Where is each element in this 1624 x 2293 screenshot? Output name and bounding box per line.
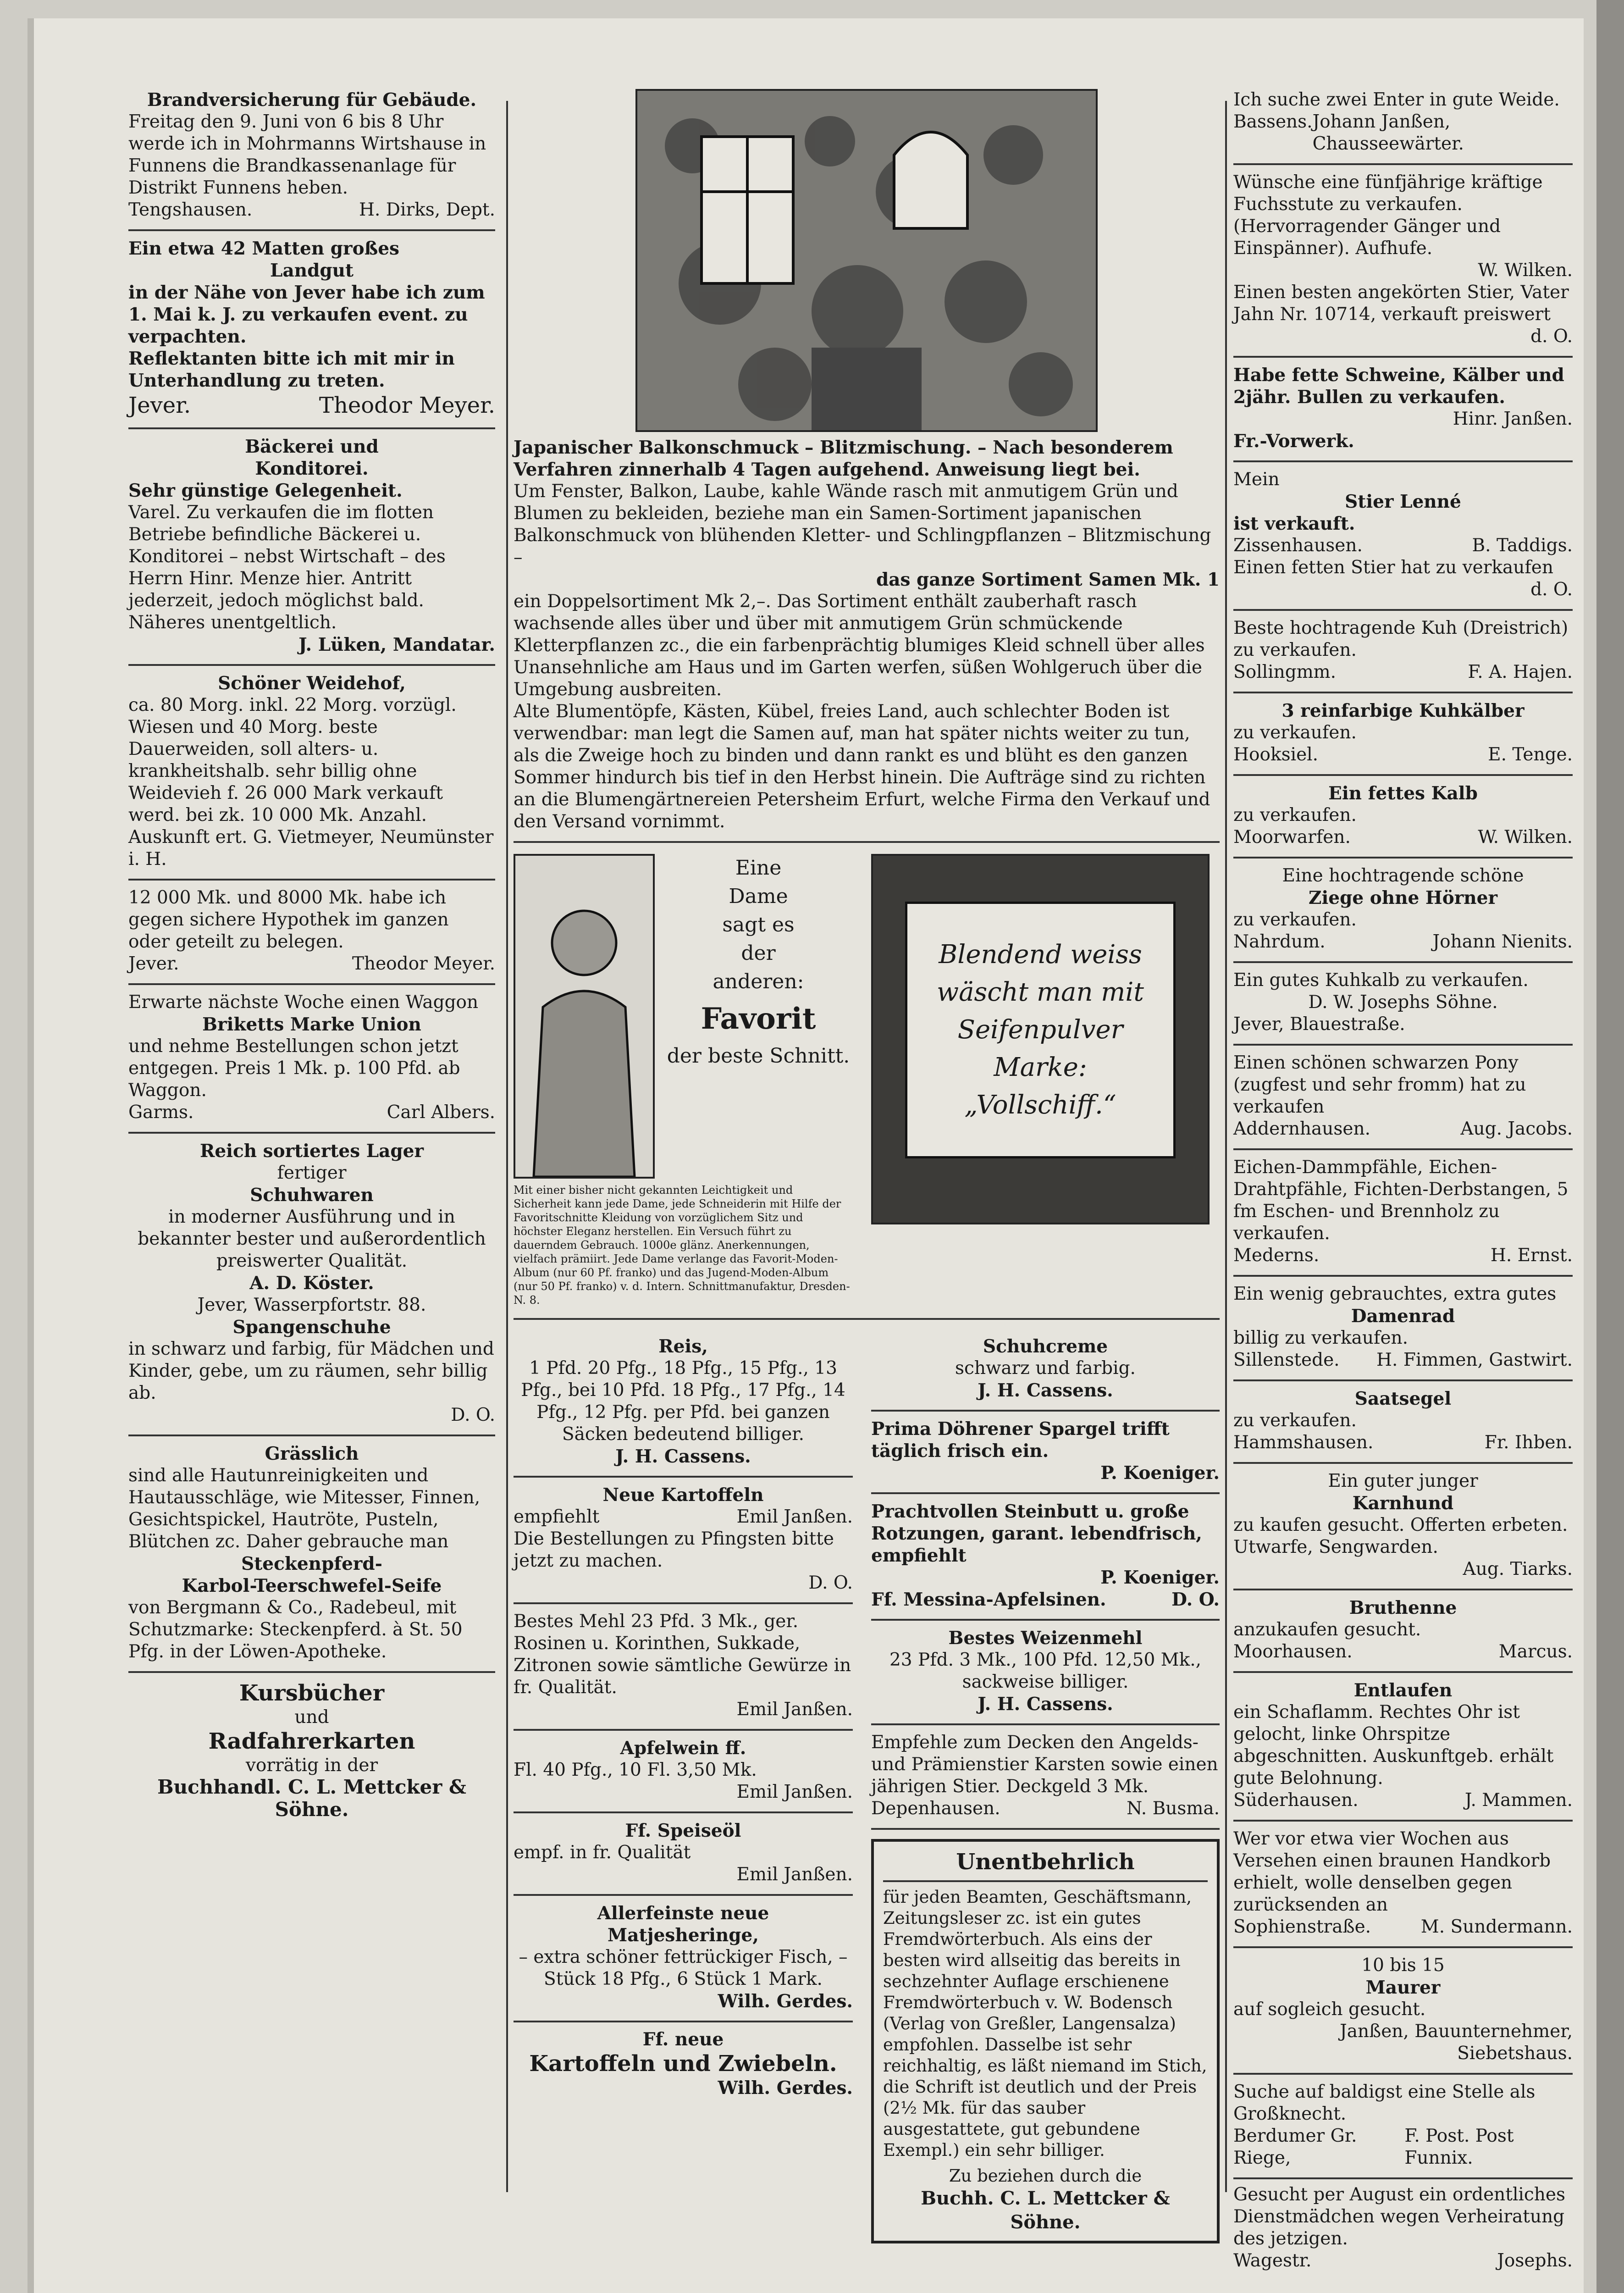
ad-text-2: Zu beziehen durch die <box>949 2166 1142 2186</box>
ad-title: Reis, <box>658 1336 708 1357</box>
ad-signature: Emil Janßen. <box>736 1864 853 1885</box>
ad-title: Bäckerei und <box>245 436 379 457</box>
vollschiff-line-5: „Vollschiff.“ <box>964 1090 1116 1120</box>
ad-text-3: Alte Blumentöpfe, Kästen, Kübel, freies Land, auch schlechter Boden ist verwendbar: man legt die Samen auf, man hat später nichts weiter zu tun, als die Zweige hoch zu binden und dann rankt es und blüht es den ganzen Sommer hindurch bis tief in den Herbst hinein. Die Aufträge sind zu richten an die Blumengärtnereien Petersheim Erfurt, welche Firma den Verkauf und den Versand vornimmt. <box>514 701 1210 832</box>
ad-text-2: in schwarz und farbig, für Mädchen und Kinder, gebe, um zu räumen, sehr billig ab. <box>128 1339 494 1403</box>
ad-lead: Ff. neue <box>642 2029 724 2050</box>
ad-place: Sollingmm. <box>1233 662 1337 682</box>
ad-signature: Buchhandl. C. L. Mettcker & Söhne. <box>157 1776 466 1821</box>
ad-und: und <box>294 1707 329 1728</box>
ad-title: Neue Kartoffeln <box>602 1484 764 1506</box>
ad-text: 23 Pfd. 3 Mk., 100 Pfd. 12,50 Mk., sackweise billiger. <box>889 1650 1202 1692</box>
ad-place: Hammshausen. <box>1233 1432 1374 1453</box>
ad-place: Tengshausen. <box>128 199 253 220</box>
ad-ziege <box>1233 858 1573 963</box>
ad-signature: Marcus. <box>1498 1641 1573 1662</box>
ad-reis <box>514 1329 853 1478</box>
ad-text: zu verkaufen. <box>1233 805 1357 825</box>
ad-text: ist verkauft. <box>1233 513 1355 534</box>
ad-schweine <box>1233 358 1573 462</box>
ad-grossknecht <box>1233 2075 1573 2179</box>
ad-title-2: Konditorei. <box>255 458 369 479</box>
ad-signature: B. Taddigs. <box>1472 535 1573 556</box>
ad-kursbuecher <box>128 1673 495 1821</box>
ad-place: Moorhausen. <box>1233 1641 1353 1662</box>
ad-apfelwein <box>514 1731 853 1813</box>
ad-text: Ein gutes Kuhkalb zu verkaufen. <box>1233 970 1529 991</box>
ad-lead: Japanischer Balkonschmuck – Blitzmischung. – Nach besonderem Verfahren zinnerhalb 4 Tagen aufgehend. Anweisung liegt bei. <box>514 437 1173 480</box>
ad-hypothek <box>128 881 495 985</box>
ad-signature: F. A. Hajen. <box>1468 662 1573 682</box>
ad-maurer <box>1233 1948 1573 2075</box>
ad-title: Bestes Weizenmehl <box>948 1628 1143 1649</box>
ad-title: Unentbehrlich <box>883 1848 1208 1882</box>
ad-lead: Sehr günstige Gelegenheit. <box>128 480 403 501</box>
ad-signature: Johann Janßen, Chausseewärter. <box>1312 111 1464 154</box>
ad-text: – extra schöner fettrückiger Fisch, – Stück 18 Pfg., 6 Stück 1 Mark. <box>519 1947 848 1989</box>
ad-title: Maurer <box>1365 1977 1441 1998</box>
ad-title-2: Radfahrerkarten <box>208 1728 415 1754</box>
ad-text-2: ein Doppelsortiment Mk 2,–. Das Sortiment enthält zauberhaft rasch wachsende alles über und über mit anmutigem Grün schmückende Kletterpflanzen zc., die ein farbenprächtig blumiges Kleid schnell über alles Unansehnliche am Haus und im Garten werfen, süßen Wohlgeruch über die Umgebung ausbreiten. <box>514 591 1205 700</box>
ad-text: zu verkaufen. <box>1233 909 1357 930</box>
balcony-flowers-illustration <box>635 89 1098 432</box>
ad-text: in moderner Ausführung und in bekannter bester und außerordentlich preiswerter Qualität. <box>138 1207 486 1271</box>
ad-kalb <box>1233 776 1573 858</box>
ad-text: Habe fette Schweine, Kälber und 2jähr. Bullen zu verkaufen. <box>1233 365 1564 408</box>
ad-kuhkaelber <box>1233 693 1573 776</box>
ad-schuhwaren <box>128 1134 495 1436</box>
ad-signature: Theodor Meyer. <box>319 393 495 418</box>
ad-text: auf sogleich gesucht. <box>1233 1999 1426 2020</box>
favorit-small-text: Mit einer bisher nicht gekannten Leichtigkeit und Sicherheit kann jede Dame, jede Schneiderin mit Hilfe der Favoritschnitte Kleidung von vorzüglichem Sitz und höchster Eleganz herstellen. Ein Versuch führt zu dauerndem Gebrauch. 1000e glänz. Anerkennungen, vielfach prämiirt. Jede Dame verlange das Favorit-Moden-Album (nur 60 Pf. franko) und das Jugend-Moden-Album (nur 50 Pf. franko) v. d. Intern. Schnittmanufaktur, Dresden-N. 8. <box>514 1184 850 1307</box>
ad-matjes <box>514 1896 853 2022</box>
ad-sub: schwarz und farbig. <box>955 1358 1136 1379</box>
ad-title: Apfelwein ff. <box>620 1738 746 1759</box>
ad-lead: Allerfeinste neue <box>597 1903 769 1924</box>
ad-signature: Janßen, Bauunternehmer, Siebetshaus. <box>1340 2021 1573 2064</box>
ad-title: Kartoffeln und Zwiebeln. <box>529 2051 837 2077</box>
vollschiff-cloth <box>905 902 1176 1158</box>
ad-title: Damenrad <box>1351 1306 1455 1327</box>
ad-signature: J. H. Cassens. <box>978 1380 1113 1401</box>
ad-signature: J. H. Cassens. <box>978 1694 1113 1715</box>
ad-text: Erwarte nächste Woche einen Waggon <box>128 992 479 1013</box>
ad-steinbutt <box>871 1494 1220 1621</box>
ad-landgut <box>128 231 495 429</box>
ad-handkorb <box>1233 1822 1573 1948</box>
ad-kuhkalb <box>1233 963 1573 1046</box>
ad-graesslich <box>128 1436 495 1673</box>
ad-signature: J. Lüken, Mandatar. <box>298 634 495 655</box>
ad-signature: D. W. Josephs Söhne. <box>1308 992 1498 1013</box>
ad-signature: W. Wilken. <box>1478 827 1573 847</box>
ad-signature: Wilh. Gerdes. <box>718 2077 853 2099</box>
ad-text-2: von Bergmann & Co., Radebeul, mit Schutzmarke: Steckenpferd. à St. 50 Pfg. in der Löwen-Apotheke. <box>128 1597 463 1662</box>
ad-text: Um Fenster, Balkon, Laube, kahle Wände rasch mit anmutigem Grün und Blumen zu bekleiden, beziehe man ein Samen-Sortiment japanischen Balkonschmuck von blühenden Kletter- und Schlingpflanzen – Blitzmischung – <box>514 481 1211 568</box>
ad-signature: H. Fimmen, Gastwirt. <box>1376 1350 1573 1370</box>
ad-text: Bestes Mehl 23 Pfd. 3 Mk., ger. Rosinen u. Korinthen, Sukkade, Zitronen sowie sämtliche Gewürze in fr. Qualität. <box>514 1611 851 1698</box>
ad-schuhcreme <box>871 1329 1220 1412</box>
ad-saatsegel <box>1233 1381 1573 1464</box>
ad-text-2: Die Bestellungen zu Pfingsten bitte jetzt zu machen. <box>514 1529 834 1571</box>
ad-signature-2: D. O. <box>1171 1589 1220 1610</box>
ad-signature: Aug. Tiarks. <box>1463 1559 1573 1579</box>
ad-place: Sophienstraße. <box>1233 1916 1371 1937</box>
ad-text: 1 Pfd. 20 Pfg., 18 Pfg., 15 Pfg., 13 Pfg., bei 10 Pfd. 18 Pfg., 17 Pfg., 14 Pfg., 12 Pfg. per Pfd. bei ganzen Säcken bedeutend billiger. <box>521 1358 845 1445</box>
ad-signature: P. Koeniger. <box>1100 1567 1220 1588</box>
column-2-right <box>871 1329 1220 2243</box>
ad-price: das ganze Sortiment Samen Mk. 1 <box>876 569 1220 590</box>
ad-weizenmehl <box>871 1621 1220 1725</box>
favorit-tail: der beste Schnitt. <box>667 1044 850 1068</box>
ad-lead: 10 bis 15 <box>1361 1955 1445 1976</box>
ad-text: Empfehle zum Decken den Angelds- und Prämienstier Karsten sowie einen jährigen Stier. Deckgeld 3 Mk. <box>871 1732 1218 1797</box>
ad-place: Mederns. <box>1233 1245 1320 1266</box>
ad-text: zu verkaufen. <box>1233 722 1357 743</box>
ad-text: ein Schaflamm. Rechtes Ohr ist gelocht, linke Ohrspitze abgeschnitten. Auskunftgeb. erhält gute Belohnung. <box>1233 1702 1554 1789</box>
ad-text: zu verkaufen. <box>1233 1410 1357 1431</box>
ad-text: 12 000 Mk. und 8000 Mk. habe ich gegen sichere Hypothek im ganzen oder geteilt zu belegen. <box>128 887 449 952</box>
ad-text-2: Einen besten angekörten Stier, Vater Jahn Nr. 10714, verkauft preiswert <box>1233 282 1569 325</box>
ad-lead: Steckenpferd- <box>241 1553 382 1574</box>
ad-place: Zissenhausen. <box>1233 535 1363 556</box>
ad-favorit <box>514 854 853 1307</box>
ad-title: Briketts Marke Union <box>202 1014 421 1035</box>
ad-signature: J. Mammen. <box>1464 1790 1573 1811</box>
vollschiff-line-1: Blendend weiss <box>939 940 1142 969</box>
ad-signature: Josephs. <box>1497 2250 1573 2271</box>
ad-signature: M. Sundermann. <box>1420 1916 1573 1937</box>
ad-place: Berdumer Gr. Riege, <box>1233 2126 1357 2168</box>
ad-balkonschmuck <box>514 83 1220 843</box>
ad-text: Einen schönen schwarzen Pony (zugfest und sehr fromm) hat zu verkaufen <box>1233 1052 1526 1117</box>
ad-title: 3 reinfarbige Kuhkälber <box>1282 700 1525 721</box>
ad-title-2: Spangenschuhe <box>232 1317 391 1338</box>
ad-signature: W. Wilken. <box>1478 260 1573 281</box>
ad-speiseoel <box>514 1813 853 1896</box>
ad-title: Bruthenne <box>1349 1597 1457 1618</box>
ad-title: Grässlich <box>265 1443 359 1464</box>
ad-text: Wünsche eine fünfjährige kräftige Fuchsstute zu verkaufen. (Hervorragender Gänger und Einspänner). Aufhufe. <box>1233 172 1543 259</box>
ad-weidehof <box>128 666 495 881</box>
ad-title: Schuhwaren <box>250 1185 374 1206</box>
ad-mehl <box>514 1604 853 1731</box>
ad-signature-2: D. O. <box>451 1405 495 1425</box>
ad-text: empf. in fr. Qualität <box>514 1842 691 1863</box>
column-rule-1 <box>506 101 508 2192</box>
ad-text-2: und nehme Bestellungen schon jetzt entgegen. Preis 1 Mk. p. 100 Pfd. ab Waggon. <box>128 1036 460 1101</box>
column-1 <box>128 83 495 1821</box>
ad-pony <box>1233 1046 1573 1150</box>
ad-text: empfiehlt <box>514 1507 600 1527</box>
column-rule-2 <box>1225 101 1227 2192</box>
ad-place: Nahrdum. <box>1233 931 1326 952</box>
ad-signature: H. Ernst. <box>1490 1245 1573 1266</box>
ad-kartoffeln <box>514 1478 853 1604</box>
ad-place: Depenhausen. <box>871 1798 1000 1819</box>
ad-title: Entlaufen <box>1353 1680 1453 1701</box>
ad-place: Utwarfe, Sengwarden. <box>1233 1537 1438 1557</box>
ad-text-2: Ff. Messina-Apfelsinen. <box>871 1589 1106 1610</box>
vollschiff-line-4: Marke: <box>994 1052 1087 1082</box>
column-2-left <box>514 1329 853 2243</box>
ad-place: Jever. <box>128 953 179 974</box>
ad-text: Wer vor etwa vier Wochen aus Versehen einen braunen Handkorb erhielt, wolle denselben gegen zurücksenden an <box>1233 1828 1551 1915</box>
ad-signature: Wilh. Gerdes. <box>718 1991 853 2012</box>
ad-title: Saatsegel <box>1354 1388 1452 1409</box>
ad-signature: Johann Nienits. <box>1432 931 1573 952</box>
ad-text: für jeden Beamten, Geschäftsmann, Zeitungsleser zc. ist ein gutes Fremdwörterbuch. Als eins der besten wird allseitig das bereits in sechzehnter Auflage erschienene Fremdwörterbuch v. W. Bodensch (Verlag von Greßler, Langensalza) empfohlen. Dasselbe ist sehr reichhaltig, es läßt niemand im Stich, die Schrift ist deutlich und der Preis (2½ Mk. für das sauber ausgestattete, gut gebundene Exempl.) ein sehr billiger. <box>883 1887 1207 2160</box>
ad-signature-2: D. O. <box>808 1573 853 1593</box>
ad-place: Garms. <box>128 1102 194 1123</box>
ad-dienstmaedchen <box>1233 2179 1573 2272</box>
ad-text: Varel. Zu verkaufen die im flotten Betriebe befindliche Bäckerei u. Konditorei – nebst Wirtschaft – des Herrn Hinr. Menze hier. Antritt jederzeit, jedoch möglichst bald. Näheres unentgeltlich. <box>128 502 446 633</box>
ad-signature: Theodor Meyer. <box>352 953 495 974</box>
ad-place: Hooksiel. <box>1233 744 1319 765</box>
lady-illustration <box>514 854 655 1179</box>
ad-signature: Emil Janßen. <box>736 1782 853 1802</box>
ad-signature: Fr. Ihben. <box>1484 1432 1573 1453</box>
ad-brandversicherung <box>128 83 495 231</box>
ad-text: Beste hochtragende Kuh (Dreistrich) zu verkaufen. <box>1233 618 1569 660</box>
ad-title: Matjesheringe, <box>608 1925 759 1946</box>
ad-text-2: Reflektanten bitte ich mit mir in Unterhandlung zu treten. <box>128 348 455 391</box>
ad-place: Bassens. <box>1233 111 1313 132</box>
ad-text-2: billig zu verkaufen. <box>1233 1328 1409 1348</box>
ad-signature: P. Koeniger. <box>1100 1462 1220 1484</box>
ad-signature: A. D. Köster. <box>249 1273 374 1294</box>
favorit-line-5: anderen: <box>713 970 804 993</box>
favorit-line-2: Dame <box>729 885 788 908</box>
ad-place: Addernhausen. <box>1233 1119 1371 1139</box>
ad-lead: Eine hochtragende schöne <box>1282 865 1524 886</box>
ad-place: Fr.-Vorwerk. <box>1233 431 1354 452</box>
ad-text: Prachtvollen Steinbutt u. große Rotzungen, garant. lebendfrisch, empfiehlt <box>871 1501 1202 1566</box>
ad-place: Sillenstede. <box>1233 1350 1340 1370</box>
ad-text: Fl. 40 Pfg., 10 Fl. 3,50 Mk. <box>514 1760 757 1780</box>
ad-lead: Ein guter junger <box>1328 1471 1478 1491</box>
ad-signature: Buchh. C. L. Mettcker & Söhne. <box>921 2188 1170 2233</box>
ad-spargel <box>871 1412 1220 1494</box>
ad-signature: E. Tenge. <box>1488 744 1573 765</box>
ad-place: Jever, Wasserpfortstr. 88. <box>197 1295 426 1315</box>
ad-text-2: Einen fetten Stier hat zu verkaufen <box>1233 557 1553 578</box>
vollschiff-line-3: Seifenpulver <box>957 1015 1123 1045</box>
ad-row-lower <box>514 1320 1220 2243</box>
favorit-line-3: sagt es <box>722 913 795 936</box>
ad-signature: Hinr. Janßen. <box>1453 409 1573 429</box>
ad-text: anzukaufen gesucht. <box>1233 1619 1421 1640</box>
ad-bruthenne <box>1233 1590 1573 1673</box>
ad-text: sind alle Hautunreinigkeiten und Hautausschläge, wie Mitesser, Finnen, Gesichtspickel, Hautröte, Pusteln, Blütchen zc. Daher gebrauche man <box>128 1465 481 1552</box>
ad-text: Freitag den 9. Juni von 6 bis 8 Uhr werde ich in Mohrmanns Wirtshause in Funnens die Brandkassenanlage für Distrikt Funnens heben. <box>128 111 486 198</box>
ad-text: Suche auf baldigst eine Stelle als Großknecht. <box>1233 2082 1536 2124</box>
ad-text: Prima Döhrener Spargel trifft täglich frisch ein. <box>871 1418 1170 1462</box>
ad-text: vorrätig in der <box>245 1755 378 1776</box>
ad-title: Schuhcreme <box>983 1336 1108 1357</box>
ad-text: Eichen-Dammpfähle, Eichen-Drahtpfähle, Fichten-Derbstangen, 5 fm Eschen- und Brennholz zu verkaufen. <box>1233 1157 1569 1244</box>
ad-stier-lenne <box>1233 462 1573 611</box>
ad-enter <box>1233 83 1573 165</box>
ad-signature: Emil Janßen. <box>736 1699 853 1720</box>
favorit-line-1: Eine <box>735 856 782 880</box>
ad-stier-deckung <box>871 1725 1220 1830</box>
ad-title: Kursbücher <box>239 1680 385 1706</box>
ad-text: Ich suche zwei Enter in gute Weide. <box>1233 89 1560 110</box>
ad-lead: Mein <box>1233 469 1280 490</box>
column-3 <box>1233 83 1573 2272</box>
ad-zwiebeln <box>514 2022 853 2099</box>
ad-signature: F. Post. Post Funnix. <box>1404 2126 1514 2168</box>
ad-karnhund <box>1233 1464 1573 1590</box>
ad-lead-2: fertiger <box>277 1163 347 1183</box>
ad-text: zu kaufen gesucht. Offerten erbeten. <box>1233 1515 1568 1535</box>
ad-signature: Aug. Jacobs. <box>1460 1119 1573 1139</box>
ad-place: Jever, Blauestraße. <box>1233 1014 1405 1035</box>
ad-lead: Reich sortiertes Lager <box>199 1141 424 1162</box>
ad-text: Gesucht per August ein ordentliches Dienstmädchen wegen Verheiratung des jetzigen. <box>1233 2184 1565 2249</box>
ad-product: Karbol-Teerschwefel-Seife <box>182 1575 442 1596</box>
ad-place: Moorwarfen. <box>1233 827 1351 847</box>
ad-title: Ff. Speiseöl <box>625 1820 741 1841</box>
ad-text: in der Nähe von Jever habe ich zum 1. Mai k. J. zu verkaufen event. zu verpachten. <box>128 282 485 347</box>
ad-title: Stier Lenné <box>1345 491 1461 512</box>
ad-place: Süderhausen. <box>1233 1790 1359 1811</box>
ad-baeckerei <box>128 429 495 666</box>
ad-row-favorit-vollschiff <box>514 843 1220 1320</box>
ad-signature: J. H. Cassens. <box>615 1446 751 1467</box>
ad-signature-2: d. O. <box>1530 579 1573 600</box>
ad-signature: H. Dirks, Dept. <box>359 199 495 220</box>
ad-place: Jever. <box>128 393 191 418</box>
ad-briketts <box>128 985 495 1134</box>
ad-damenrad <box>1233 1277 1573 1381</box>
ad-text: Ein wenig gebrauchtes, extra gutes <box>1233 1284 1557 1304</box>
ad-kuh <box>1233 611 1573 693</box>
ad-signature: Carl Albers. <box>387 1102 495 1123</box>
ad-intro: Ein etwa 42 Matten großes <box>128 238 400 259</box>
ad-unentbehrlich <box>871 1839 1220 2243</box>
ad-signature-2: d. O. <box>1530 326 1573 347</box>
ad-title: Schöner Weidehof, <box>218 673 406 694</box>
page-edge <box>1596 0 1624 2293</box>
ad-title: Ein fettes Kalb <box>1328 783 1478 804</box>
column-2 <box>514 83 1220 2243</box>
vollschiff-banner <box>871 854 1210 1224</box>
favorit-line-4: der <box>741 942 776 965</box>
ad-signature: Emil Janßen. <box>736 1507 853 1527</box>
ad-title: Brandversicherung für Gebäude. <box>147 89 477 111</box>
ad-place: Wagestr. <box>1233 2250 1312 2271</box>
ad-vollschiff <box>871 854 1210 1307</box>
ad-entlaufen <box>1233 1673 1573 1822</box>
ad-title: Karnhund <box>1352 1493 1454 1514</box>
ad-signature: N. Busma. <box>1127 1798 1220 1819</box>
vollschiff-line-2: wäscht man mit <box>937 977 1144 1007</box>
ad-title: Landgut <box>270 260 354 281</box>
ad-fuchsstute <box>1233 165 1573 358</box>
ad-pfaehle <box>1233 1150 1573 1277</box>
favorit-brand: Favorit <box>701 1002 816 1036</box>
ad-title: Ziege ohne Hörner <box>1309 887 1497 908</box>
ad-text: ca. 80 Morg. inkl. 22 Morg. vorzügl. Wiesen und 40 Morg. beste Dauerweiden, soll alters- u. krankheitshalb. sehr billig ohne Weidevieh f. 26 000 Mark verkauft werd. bei zk. 10 000 Mk. Anzahl. Auskunft ert. G. Vietmeyer, Neumünster i. H. <box>128 695 494 870</box>
